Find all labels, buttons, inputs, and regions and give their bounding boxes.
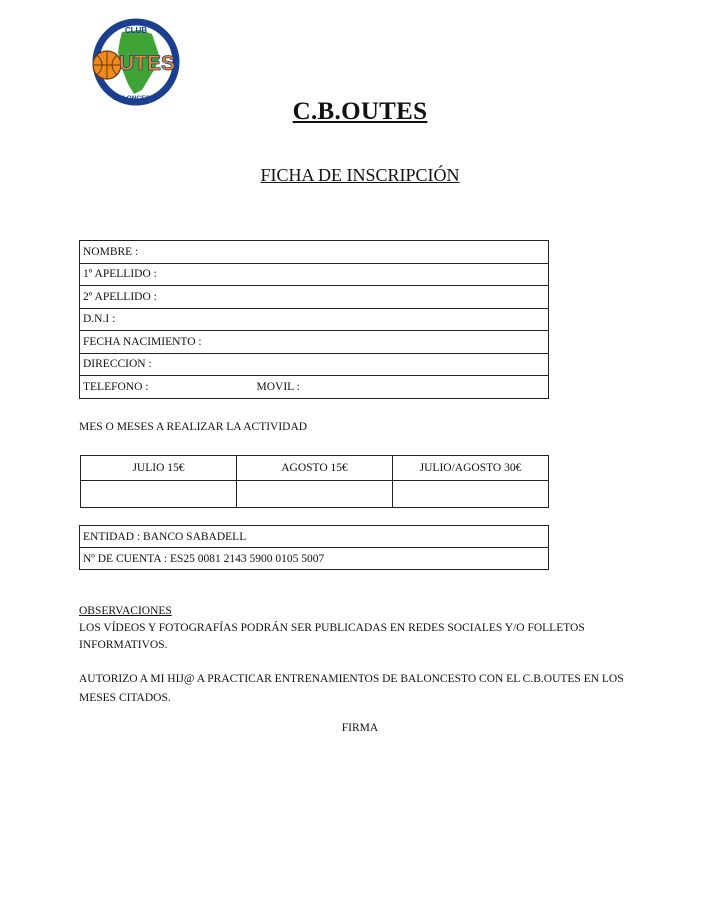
month-option-julio: JULIO 15€	[81, 456, 237, 481]
club-logo	[90, 18, 182, 106]
fecha-nacimiento-field[interactable]: FECHA NACIMIENTO :	[80, 331, 549, 354]
telefono-label: TELEFONO :	[83, 380, 149, 393]
signature-label: FIRMA	[341, 722, 379, 734]
address-row	[80, 353, 549, 376]
nombre-field[interactable]: NOMBRE :	[80, 241, 549, 264]
birthdate-row	[80, 331, 549, 354]
apellido1-field[interactable]: 1º APELLIDO :	[80, 263, 549, 286]
apellido2-field[interactable]: 2º APELLIDO :	[80, 286, 549, 309]
month-check-julio[interactable]	[81, 481, 237, 508]
logo-top-text: CLUB	[124, 26, 148, 35]
bank-entity: ENTIDAD : BANCO SABADELL	[80, 526, 549, 548]
surname2-row	[80, 286, 549, 309]
observations-text: LOS VÍDEOS Y FOTOGRAFÍAS PODRÁN SER PUBLICADAS EN REDES SOCIALES Y/O FOLLETOS INFORMATIVOS.	[79, 622, 585, 651]
months-label: MES O MESES A REALIZAR LA ACTIVIDAD	[79, 421, 308, 433]
form-subtitle: FICHA DE INSCRIPCIÓN	[260, 165, 460, 185]
name-row	[80, 241, 549, 264]
month-option-julio-agosto: JULIO/AGOSTO 30€	[393, 456, 549, 481]
dni-field[interactable]: D.N.I :	[80, 308, 549, 331]
bank-account: Nº DE CUENTA : ES25 0081 2143 5900 0105 5007	[80, 548, 549, 570]
bank-table	[79, 525, 549, 570]
surname1-row	[80, 263, 549, 286]
telefono-field[interactable]	[80, 376, 549, 399]
logo-center-text: UTES	[118, 52, 176, 75]
months-table	[80, 455, 549, 508]
month-check-agosto[interactable]	[237, 481, 393, 508]
page-title: C.B.OUTES	[292, 98, 428, 125]
month-option-agosto: AGOSTO 15€	[237, 456, 393, 481]
dni-row	[80, 308, 549, 331]
month-check-julio-agosto[interactable]	[393, 481, 549, 508]
logo-bottom-text: BALONCESTO	[113, 95, 159, 102]
phone-row	[80, 376, 549, 399]
direccion-field[interactable]: DIRECCION :	[80, 353, 549, 376]
movil-label: MOVIL :	[256, 380, 300, 393]
observations-heading: OBSERVACIONES	[79, 605, 172, 617]
observations-section	[79, 603, 649, 654]
authorization-text: AUTORIZO A MI HIJ@ A PRACTICAR ENTRENAMIENTOS DE BALONCESTO CON EL C.B.OUTES EN LOS MESES CITADOS.	[79, 673, 624, 704]
personal-data-table	[79, 240, 549, 399]
